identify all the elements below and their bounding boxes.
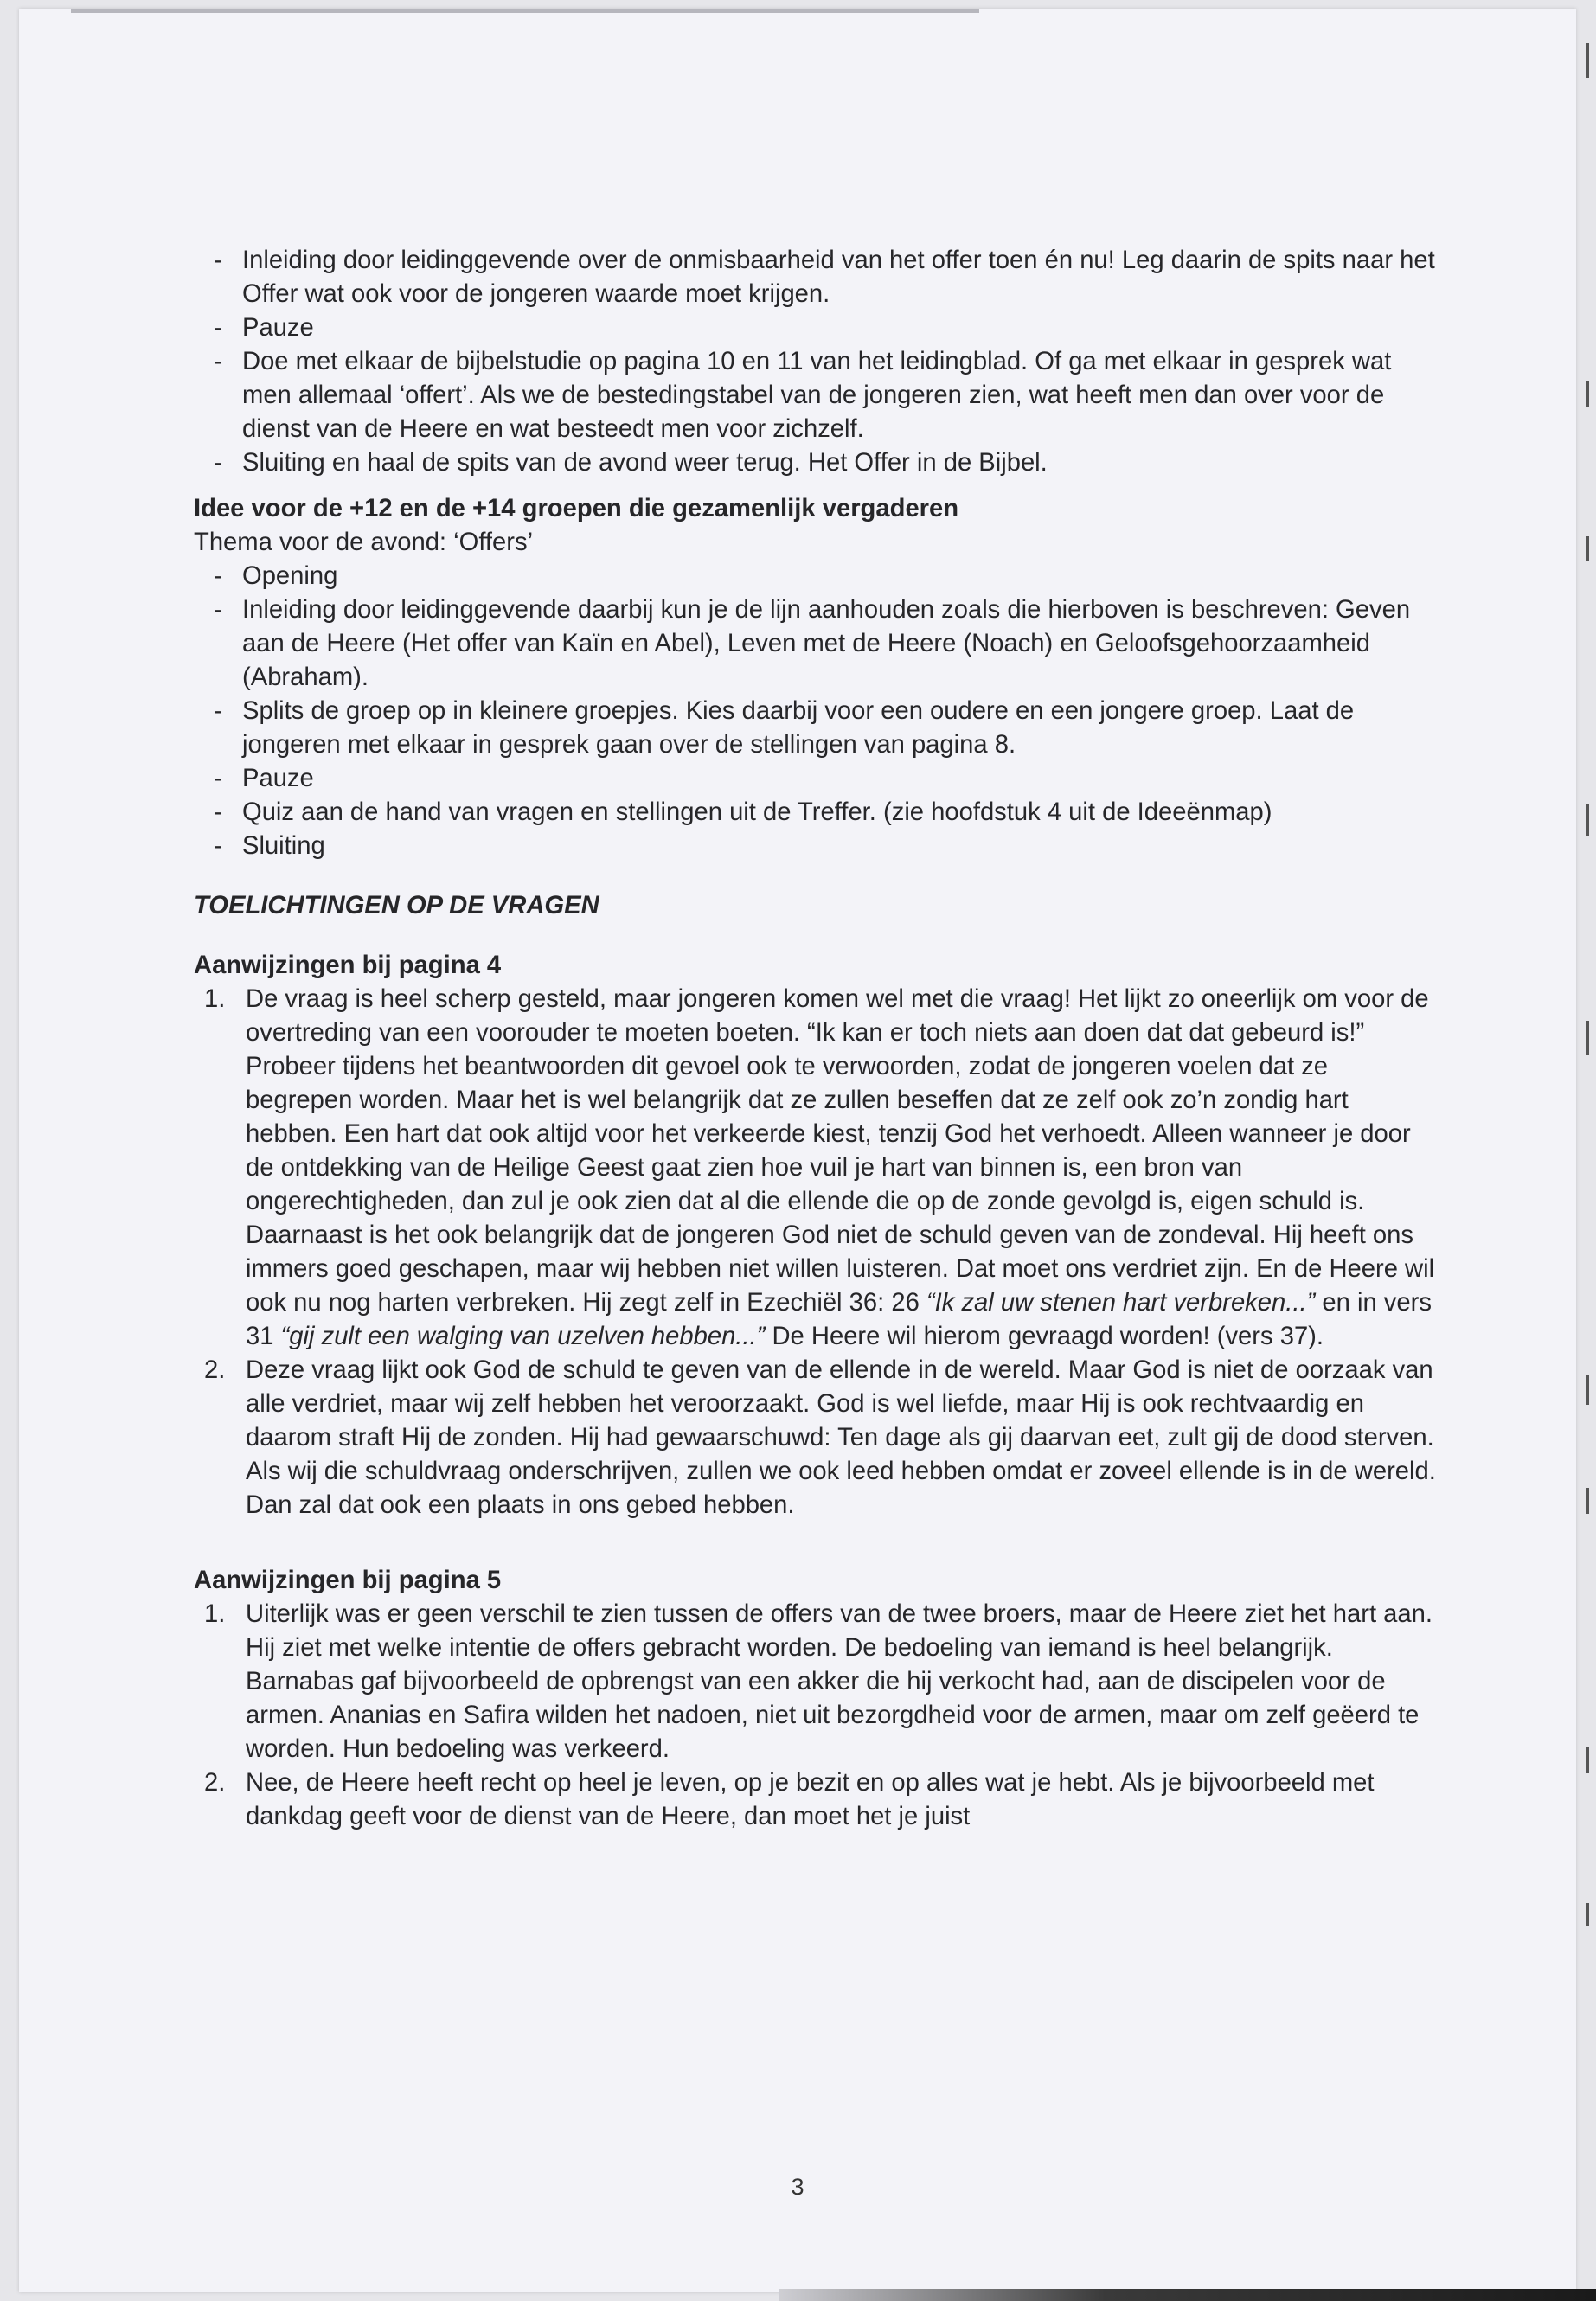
list-item: - Pauze bbox=[214, 314, 314, 342]
list-item: - Inleiding door leidinggevende daarbij kun je de lijn aanhouden zoals die hierboven is beschreven: Geven aan de Heere (Het offer van Kaïn en Abel), Leven met de Heere (Noach) en Geloofsgehoorzaamheid (Abraham). bbox=[214, 596, 1411, 691]
answer-paragraph: Daarnaast is het ook belangrijk dat de jongeren God niet de schuld geven van de zondeval. Hij heeft ons immers goed geschapen, maar wij hebben niet willen luisteren. Dat moet ons verdriet zijn. En de Heere wil ook nu nog harten verbreken. Hij zegt zelf in Ezechiël 36: 26 “Ik zal uw stenen hart verbreken...” en in vers 31 “gij zult een walging van uzelven hebben...” De Heere wil hierom gevraagd worden! (vers 37). bbox=[246, 1221, 1435, 1350]
scan-edge-top bbox=[71, 9, 979, 13]
answer-item: 2. Deze vraag lijkt ook God de schuld te geven van de ellende in de wereld. Maar God is niet de oorzaak van alle verdriet, maar wij zelf hebben het veroorzaakt. God is wel liefde, maar Hij is ook rechtvaardig en daarom straft Hij de zonden. Hij had gewaarschuwd: Ten dage als gij daarvan eet, zult gij de dood sterven. Als wij die schuldvraag onderschrijven, zullen we ook leed hebben omdat er zoveel ellende is in de wereld. Dan zal dat ook een plaats in ons gebed hebben. bbox=[204, 1356, 1436, 1519]
document-body bbox=[194, 244, 1439, 1834]
idea-heading: Idee voor de +12 en de +14 groepen die gezamenlijk vergaderen bbox=[194, 495, 959, 522]
scan-edge-right bbox=[1577, 26, 1596, 2016]
list-item: - Sluiting en haal de spits van de avond weer terug. Het Offer in de Bijbel. bbox=[214, 449, 1048, 477]
list-item: - Quiz aan de hand van vragen en stellingen uit de Treffer. (zie hoofdstuk 4 uit de Ideeënmap) bbox=[214, 798, 1272, 826]
scan-edge-bottom bbox=[779, 2289, 1596, 2301]
list-item: - Doe met elkaar de bijbelstudie op pagina 10 en 11 van het leidingblad. Of ga met elkaar in gesprek wat men allemaal ‘offert’. Als we de bestedingstabel van de jongeren zien, wat heeft men dan over voor de dienst van de Heere en wat besteedt men voor zichzelf. bbox=[214, 348, 1392, 443]
list-item: - Opening bbox=[214, 562, 338, 590]
explanations-heading: TOELICHTINGEN OP DE VRAGEN bbox=[194, 892, 599, 920]
page-number: 3 bbox=[791, 2174, 804, 2200]
bible-quote: “gij zult een walging van uzelven hebben...” bbox=[280, 1323, 766, 1350]
list-item: - Sluiting bbox=[214, 832, 325, 860]
document-page bbox=[19, 9, 1576, 2292]
answer-item: 1. De vraag is heel scherp gesteld, maar jongeren komen wel met die vraag! Het lijkt zo oneerlijk om voor de overtreding van een voorouder te moeten boeten. “Ik kan er toch niets aan doen dat dat gebeurd is!” Probeer tijdens het beantwoorden dit gevoel ook te verwoorden, zodat de jongeren voelen dat ze begrepen worden. Maar het is wel belangrijk dat ze zullen beseffen dat ze zelf ook zo’n zondig hart hebben. Een hart dat ook altijd voor het verkeerde kiest, tenzij God het verhoedt. Alleen wanneer je door de ontdekking van de Heilige Geest gaat zien hoe vuil je hart van binnen is, een bron van ongerechtigheden, dan zul je ook zien dat al die ellende die op de zonde gevolgd is, eigen schuld is. Daarnaast is het ook belangrijk dat de jongeren God niet de schuld geven van de zondeval. Hij heeft ons immers goed geschapen, maar wij hebben niet willen luisteren. Dat moet ons verdriet zijn. En de Heere wil ook nu nog harten verbreken. Hij zegt zelf in Ezechiël 36: 26 “Ik zal uw stenen hart verbreken...” en in vers 31 “gij zult een walging van uzelven hebben...” De Heere wil hierom gevraagd worden! (vers 37). bbox=[194, 983, 1439, 1354]
list-item: - Pauze bbox=[214, 765, 314, 792]
answer-item: 2. Nee, de Heere heeft recht op heel je leven, op je bezit en op alles wat je hebt. Als je bijvoorbeeld met dankdag geeft voor de dienst van de Heere, dan moet het je juist bbox=[204, 1769, 1375, 1830]
idea-list bbox=[194, 560, 1439, 863]
page4-heading: Aanwijzingen bij pagina 4 bbox=[194, 952, 502, 979]
intro-list bbox=[194, 244, 1439, 480]
bible-quote: “Ik zal uw stenen hart verbreken...” bbox=[926, 1289, 1316, 1317]
idea-theme: Thema voor de avond: ‘Offers’ bbox=[194, 529, 534, 556]
answer-item: 1. Uiterlijk was er geen verschil te zien tussen de offers van de twee broers, maar de Heere ziet het hart aan. Hij ziet met welke intentie de offers gebracht worden. De bedoeling van iemand is heel belangrijk. Barnabas gaf bijvoorbeeld de opbrengst van een akker die hij verkocht had, aan de discipelen voor de armen. Ananias en Safira wilden het nadoen, niet uit bezorgdheid voor de armen, maar om zelf geëerd te worden. Hun bedoeling was verkeerd. bbox=[204, 1600, 1433, 1763]
list-item: - Inleiding door leidinggevende over de onmisbaarheid van het offer toen én nu! Leg daarin de spits naar het Offer wat ook voor de jongeren waarde moet krijgen. bbox=[214, 247, 1435, 308]
page5-heading: Aanwijzingen bij pagina 5 bbox=[194, 1567, 502, 1594]
list-item: - Splits de groep op in kleinere groepjes. Kies daarbij voor een oudere en een jongere groep. Laat de jongeren met elkaar in gesprek gaan over de stellingen van pagina 8. bbox=[214, 697, 1355, 759]
